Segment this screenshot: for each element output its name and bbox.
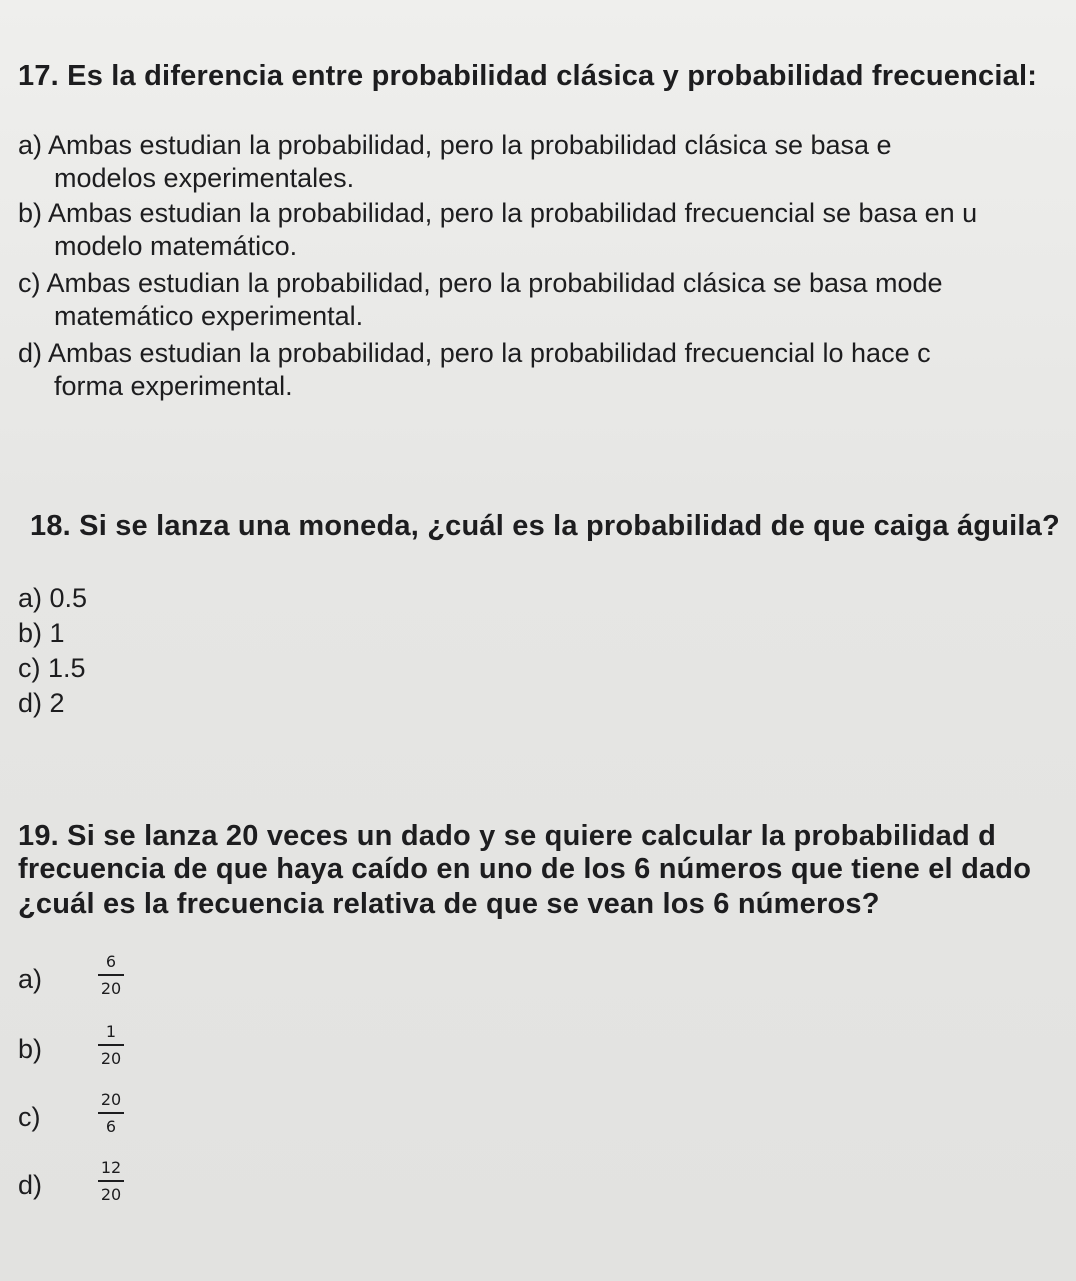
fraction-denominator: 20: [100, 1049, 122, 1068]
option-c-line1: c) Ambas estudian la probabilidad, pero la probabilidad clásica se basa mode: [18, 268, 943, 298]
fraction-denominator: 6: [105, 1117, 117, 1136]
fraction: [98, 1022, 124, 1068]
question-19-title-line2: frecuencia de que haya caído en uno de los 6 números que tiene el dado: [18, 853, 1032, 885]
question-17-option-c[interactable]: [18, 268, 943, 332]
fraction-denominator: 20: [100, 979, 122, 998]
option-b-line2: modelo matemático.: [54, 231, 298, 261]
fraction: [98, 1158, 124, 1204]
fraction: [98, 1090, 124, 1136]
option-letter: b): [18, 1034, 43, 1064]
option-a-line2: modelos experimentales.: [54, 163, 355, 193]
fraction-denominator: 20: [100, 1185, 122, 1204]
option-letter: a): [18, 964, 43, 994]
option-letter: d): [18, 1170, 43, 1200]
option-d-line2: forma experimental.: [54, 371, 293, 401]
question-17-option-d[interactable]: [18, 338, 931, 402]
question-18-option-b[interactable]: b) 1: [18, 618, 65, 648]
fraction-numerator: 1: [98, 1022, 124, 1046]
question-18-option-c[interactable]: c) 1.5: [18, 653, 86, 683]
fraction-numerator: 20: [98, 1090, 124, 1114]
question-17-option-a[interactable]: [18, 130, 892, 194]
option-letter: c): [18, 1102, 41, 1132]
option-c-line2: matemático experimental.: [54, 301, 364, 331]
question-19-title-line1: 19. Si se lanza 20 veces un dado y se quiere calcular la probabilidad d: [18, 820, 997, 852]
fraction: [98, 952, 124, 998]
question-17-title: 17. Es la diferencia entre probabilidad clásica y probabilidad frecuencial:: [18, 60, 1038, 92]
option-a-line1: a) Ambas estudian la probabilidad, pero la probabilidad clásica se basa e: [18, 130, 892, 160]
option-b-line1: b) Ambas estudian la probabilidad, pero la probabilidad frecuencial se basa en u: [18, 198, 978, 228]
fraction-numerator: 12: [98, 1158, 124, 1182]
question-19-title-line3: ¿cuál es la frecuencia relativa de que se vean los 6 números?: [18, 888, 880, 920]
question-18-title: 18. Si se lanza una moneda, ¿cuál es la probabilidad de que caiga águila?: [30, 510, 1060, 542]
question-17-option-b[interactable]: [18, 198, 977, 262]
option-d-line1: d) Ambas estudian la probabilidad, pero la probabilidad frecuencial lo hace c: [18, 338, 931, 368]
question-18-option-a[interactable]: a) 0.5: [18, 583, 88, 613]
question-18-option-d[interactable]: d) 2: [18, 688, 65, 718]
fraction-numerator: 6: [98, 952, 124, 976]
